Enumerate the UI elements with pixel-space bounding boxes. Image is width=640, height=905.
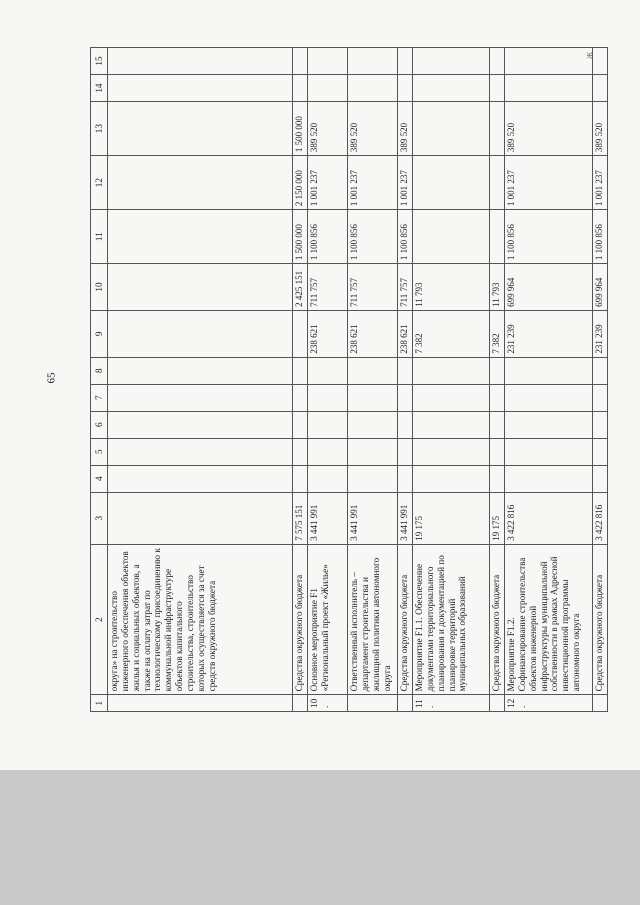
rotated-table-wrapper	[90, 47, 604, 712]
table-cell: 1 001 237	[505, 156, 593, 210]
table-cell	[593, 75, 608, 102]
table-cell	[413, 438, 490, 465]
column-header: 10	[91, 264, 108, 311]
table-cell	[348, 438, 398, 465]
table-cell	[490, 75, 505, 102]
table-cell: 711 757	[348, 264, 398, 311]
table-cell	[413, 411, 490, 438]
table-cell: Средства окружного бюджета	[398, 544, 413, 695]
table-cell	[593, 357, 608, 384]
table-cell	[505, 438, 593, 465]
table-cell	[293, 310, 308, 357]
table-cell	[108, 695, 293, 712]
table-cell	[490, 438, 505, 465]
table-cell	[293, 438, 308, 465]
table-cell	[308, 465, 348, 492]
table-cell	[593, 48, 608, 75]
table-cell	[348, 465, 398, 492]
table-cell: 1 100 856	[308, 210, 348, 264]
table-cell	[593, 384, 608, 411]
table-cell: 389 520	[593, 102, 608, 156]
table-cell: Средства окружного бюджета	[490, 544, 505, 695]
table-cell	[490, 156, 505, 210]
table-cell	[108, 357, 293, 384]
table-cell	[490, 695, 505, 712]
table-cell: 19 175	[413, 492, 490, 544]
column-header: 13	[91, 102, 108, 156]
table-cell	[308, 411, 348, 438]
column-header: 1	[91, 695, 108, 712]
table-cell	[398, 357, 413, 384]
table-cell	[490, 210, 505, 264]
table-cell: 11 793	[413, 264, 490, 311]
table-cell: 3 422 816	[593, 492, 608, 544]
table-cell: 1 500 000	[293, 102, 308, 156]
table-cell	[108, 438, 293, 465]
table-cell	[348, 357, 398, 384]
table-cell: 711 757	[308, 264, 348, 311]
column-header: 3	[91, 492, 108, 544]
table-cell	[398, 695, 413, 712]
table-cell	[413, 357, 490, 384]
table-cell	[398, 411, 413, 438]
corner-mark: ж	[583, 52, 595, 59]
table-cell	[293, 48, 308, 75]
table-cell	[490, 465, 505, 492]
table-cell	[398, 465, 413, 492]
table-cell	[413, 465, 490, 492]
table-cell: 389 520	[308, 102, 348, 156]
table-cell: 11.	[413, 695, 490, 712]
table-cell	[505, 465, 593, 492]
column-header: 9	[91, 310, 108, 357]
column-header: 2	[91, 544, 108, 695]
table-cell: 389 520	[398, 102, 413, 156]
table-cell: 7 575 151	[293, 492, 308, 544]
table-cell: 1 100 856	[593, 210, 608, 264]
table-cell: 389 520	[348, 102, 398, 156]
table-cell	[108, 48, 293, 75]
table-cell: 231 239	[505, 310, 593, 357]
table-cell: 1 001 237	[398, 156, 413, 210]
table-cell	[413, 48, 490, 75]
table-row	[108, 48, 293, 712]
table-cell	[593, 695, 608, 712]
column-header: 7	[91, 384, 108, 411]
table-row	[308, 48, 348, 712]
table-cell	[108, 384, 293, 411]
column-header: 15	[91, 48, 108, 75]
page-number: 65	[45, 372, 58, 384]
table-cell: 1 001 237	[593, 156, 608, 210]
table-cell	[348, 411, 398, 438]
table-cell	[108, 102, 293, 156]
table-cell: 3 441 991	[348, 492, 398, 544]
table-cell	[398, 48, 413, 75]
table-cell	[593, 411, 608, 438]
table-cell	[108, 465, 293, 492]
table-cell	[413, 384, 490, 411]
table-cell	[593, 438, 608, 465]
table-cell: 711 757	[398, 264, 413, 311]
table-cell	[293, 695, 308, 712]
table-row	[505, 48, 593, 712]
table-cell	[308, 438, 348, 465]
table-cell: 699 964	[593, 264, 608, 311]
table-cell: 2 425 151	[293, 264, 308, 311]
table-cell: 238 621	[398, 310, 413, 357]
table-cell	[413, 156, 490, 210]
table-cell	[308, 48, 348, 75]
table-cell: 1 100 856	[398, 210, 413, 264]
table-cell	[593, 465, 608, 492]
table-cell: 7 382	[490, 310, 505, 357]
table-cell	[398, 75, 413, 102]
table-cell	[505, 48, 593, 75]
table-cell	[108, 310, 293, 357]
table-cell: 3 441 991	[308, 492, 348, 544]
table-cell: Основное мероприятие F1 «Региональный проект «Жилье»	[308, 544, 348, 695]
table-cell	[348, 695, 398, 712]
table-cell	[108, 492, 293, 544]
table-cell: 2 150 000	[293, 156, 308, 210]
table-cell	[293, 75, 308, 102]
column-header: 8	[91, 357, 108, 384]
table-row	[398, 48, 413, 712]
table-cell	[293, 411, 308, 438]
table-cell	[413, 210, 490, 264]
table-cell: 7 382	[413, 310, 490, 357]
table-cell: 1 100 856	[348, 210, 398, 264]
table-cell	[398, 384, 413, 411]
table-cell	[490, 384, 505, 411]
table-cell	[413, 75, 490, 102]
table-cell: Мероприятие F1.2. Софинансирование строительства объектов инженерной инфраструктуры муниципальной собственности в рамках Адресной инвестиционной программы автономного округа	[505, 544, 593, 695]
table-cell	[293, 357, 308, 384]
table-cell: 19 175	[490, 492, 505, 544]
table-cell	[505, 357, 593, 384]
table-cell: 238 621	[308, 310, 348, 357]
column-header: 11	[91, 210, 108, 264]
table-cell	[308, 75, 348, 102]
table-cell: 699 964	[505, 264, 593, 311]
table-cell: 1 001 237	[308, 156, 348, 210]
table-cell	[108, 156, 293, 210]
table-cell	[398, 438, 413, 465]
table-cell	[108, 264, 293, 311]
table-cell: 238 621	[348, 310, 398, 357]
table-cell	[490, 102, 505, 156]
table-row	[593, 48, 608, 712]
table-cell: 1 100 856	[505, 210, 593, 264]
table-cell: 231 239	[593, 310, 608, 357]
table-cell	[108, 210, 293, 264]
table-cell	[490, 357, 505, 384]
table-cell	[490, 48, 505, 75]
column-header: 6	[91, 411, 108, 438]
header-row	[91, 48, 108, 712]
table-cell	[490, 411, 505, 438]
table-cell	[505, 384, 593, 411]
table-cell	[348, 384, 398, 411]
table-cell	[308, 384, 348, 411]
table-cell: 12.	[505, 695, 593, 712]
table-cell	[293, 465, 308, 492]
table-cell: 10.	[308, 695, 348, 712]
table-cell: Средства окружного бюджета	[593, 544, 608, 695]
column-header: 5	[91, 438, 108, 465]
table-cell: Мероприятие F1.1. Обеспечение документами территориального планирования и документацией по планировке территорий муниципальных образований	[413, 544, 490, 695]
table-cell: 389 520	[505, 102, 593, 156]
table-cell: округа» на строительство инженерного обеспечения объектов жилья и социальных объектов, а также на оплату затрат по технологическому присоединению к коммунальной инфраструктуре объектов капитального строительства, строительство которых осуществляется за счет средств окружного бюджета	[108, 544, 293, 695]
table-cell: 1 500 000	[293, 210, 308, 264]
table-cell	[505, 411, 593, 438]
table-cell: 1 001 237	[348, 156, 398, 210]
table-cell	[108, 75, 293, 102]
table-row	[348, 48, 398, 712]
table-row	[490, 48, 505, 712]
table-row	[413, 48, 490, 712]
table-cell: Средства окружного бюджета	[293, 544, 308, 695]
table-row	[293, 48, 308, 712]
table-cell	[293, 384, 308, 411]
table-cell	[308, 357, 348, 384]
table-cell	[413, 102, 490, 156]
table-cell	[108, 411, 293, 438]
table-cell	[348, 75, 398, 102]
column-header: 12	[91, 156, 108, 210]
table-cell: 3 441 991	[398, 492, 413, 544]
column-header: 14	[91, 75, 108, 102]
table-cell: Ответственный исполнитель – департамент строительства и жилищной политики автономного округа	[348, 544, 398, 695]
table-cell	[348, 48, 398, 75]
table-cell: 11 793	[490, 264, 505, 311]
column-header: 4	[91, 465, 108, 492]
budget-table	[90, 47, 608, 712]
table-cell: 3 422 816	[505, 492, 593, 544]
table-cell	[505, 75, 593, 102]
